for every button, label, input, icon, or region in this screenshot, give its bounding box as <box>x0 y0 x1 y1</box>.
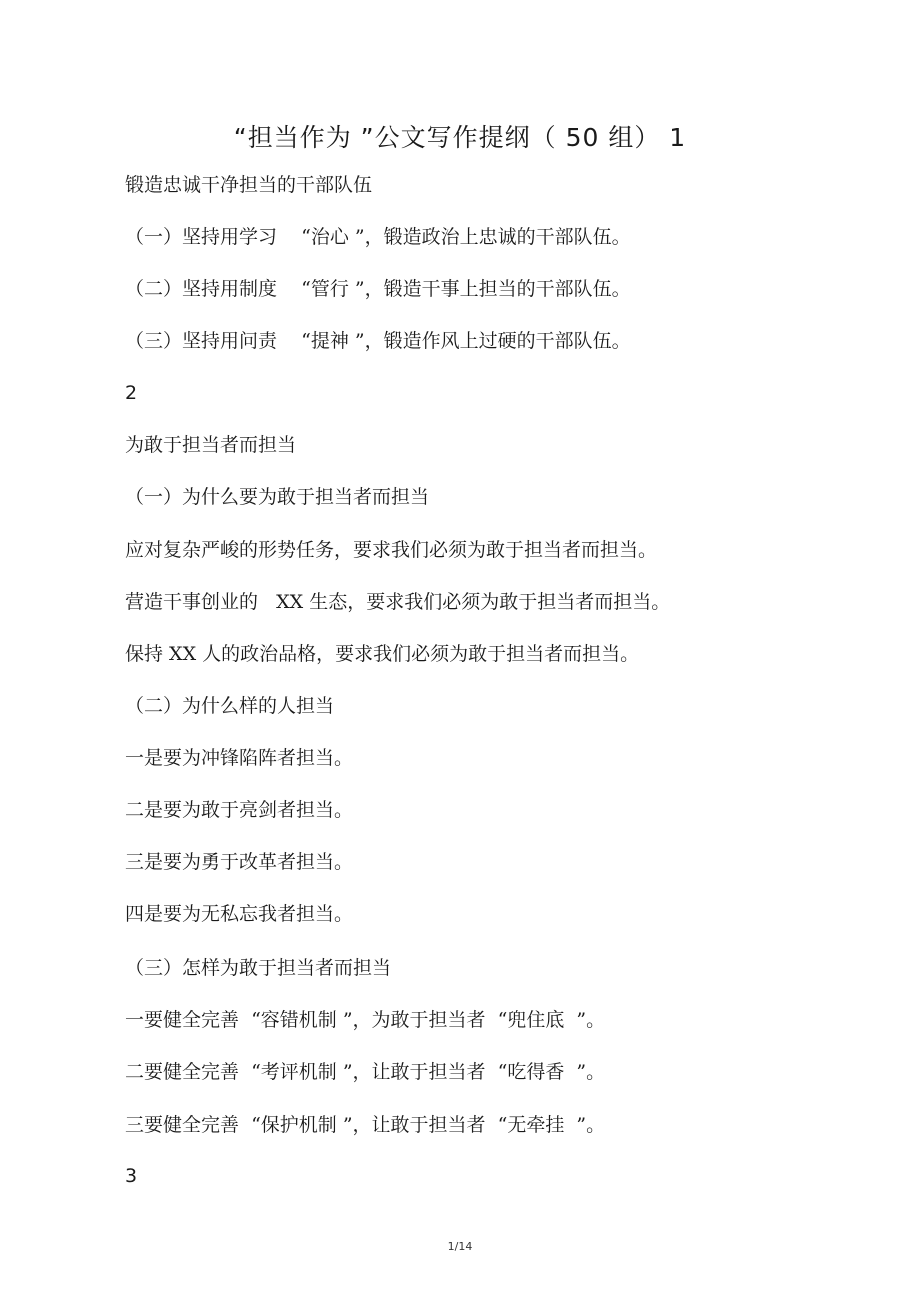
page-number: 1/14 <box>447 1240 473 1253</box>
paragraph: 应对复杂严峻的形势任务，要求我们必须为敢于担当者而担当。 <box>125 539 658 561</box>
document-title: “担当作为 ”公文写作提纲（ 50 组） 1 <box>233 123 687 152</box>
subsection-heading: （二）为什么样的人担当 <box>125 695 335 717</box>
list-item: 二要健全完善 “考评机制 ”，让敢于担当者 “吃得香 ”。 <box>125 1061 606 1083</box>
subsection-heading: （三）怎样为敢于担当者而担当 <box>125 957 392 979</box>
section-number: 3 <box>125 1165 138 1187</box>
paragraph: 营造干事创业的 XX 生态，要求我们必须为敢于担当者而担当。 <box>125 591 671 613</box>
section-heading: 锻造忠诚干净担当的干部队伍 <box>125 174 373 196</box>
list-item: 三是要为勇于改革者担当。 <box>125 851 354 873</box>
paragraph: 保持 XX 人的政治品格，要求我们必须为敢于担当者而担当。 <box>125 643 640 665</box>
subsection-heading: （一）为什么要为敢于担当者而担当 <box>125 486 430 508</box>
list-item: （二）坚持用制度 “管行 ”，锻造干事上担当的干部队伍。 <box>125 278 631 300</box>
section-heading: 为敢于担当者而担当 <box>125 434 297 456</box>
list-item: 一是要为冲锋陷阵者担当。 <box>125 747 354 769</box>
list-item: 四是要为无私忘我者担当。 <box>125 903 354 925</box>
list-item: （一）坚持用学习 “治心 ”，锻造政治上忠诚的干部队伍。 <box>125 226 631 248</box>
list-item: 三要健全完善 “保护机制 ”，让敢于担当者 “无牵挂 ”。 <box>125 1114 606 1136</box>
list-item: 二是要为敢于亮剑者担当。 <box>125 799 354 821</box>
section-number: 2 <box>125 382 138 404</box>
list-item: （三）坚持用问责 “提神 ”，锻造作风上过硬的干部队伍。 <box>125 330 631 352</box>
list-item: 一要健全完善 “容错机制 ”，为敢于担当者 “兜住底 ”。 <box>125 1009 606 1031</box>
